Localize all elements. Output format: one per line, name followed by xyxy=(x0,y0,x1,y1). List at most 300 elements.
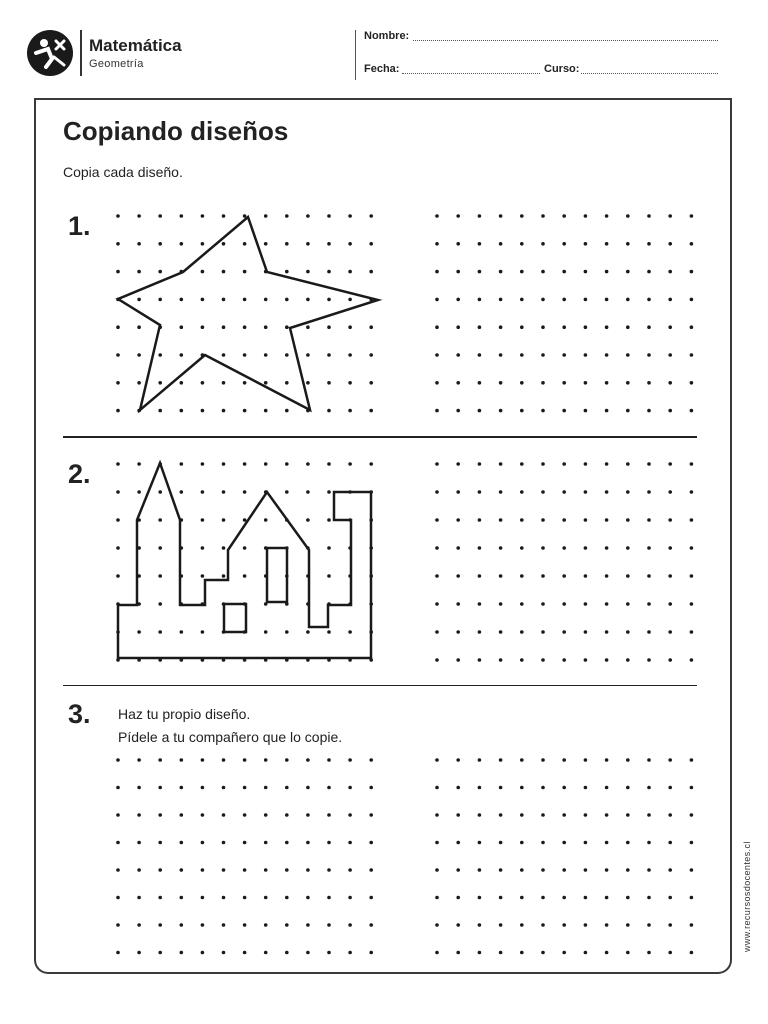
grid-dot xyxy=(541,214,545,218)
grid-dot xyxy=(158,758,162,762)
grid-dot xyxy=(499,409,503,413)
grid-dot xyxy=(137,298,141,302)
grid-dot xyxy=(478,574,482,578)
grid-dot xyxy=(285,462,289,466)
grid-dot xyxy=(243,490,247,494)
grid-dot xyxy=(348,325,352,329)
grid-dot xyxy=(306,298,310,302)
grid-dot xyxy=(605,270,609,274)
grid-dot xyxy=(348,214,352,218)
grid-dot xyxy=(243,841,247,845)
grid-dot xyxy=(520,630,524,634)
grid-dot xyxy=(285,896,289,900)
grid-dot xyxy=(520,574,524,578)
grid-dot xyxy=(306,270,310,274)
grid-dot xyxy=(180,381,184,385)
grid-dot xyxy=(647,951,651,955)
grid-dot xyxy=(605,462,609,466)
grid-dot xyxy=(690,602,694,606)
grid-dot xyxy=(668,923,672,927)
grid-dot xyxy=(306,951,310,955)
grid-dot xyxy=(180,951,184,955)
grid-dot xyxy=(435,270,439,274)
grid-dot xyxy=(499,574,503,578)
grid-dot xyxy=(499,490,503,494)
grid-dot xyxy=(626,462,630,466)
grid-dot xyxy=(456,490,460,494)
grid-dot xyxy=(264,951,268,955)
grid-dot xyxy=(201,490,205,494)
grid-dot xyxy=(222,325,226,329)
grid-dot xyxy=(369,951,373,955)
grid-dot xyxy=(116,786,120,790)
grid-dot xyxy=(327,574,331,578)
grid-dot xyxy=(369,242,373,246)
grid-dot xyxy=(584,574,588,578)
grid-dot xyxy=(243,758,247,762)
grid-dot xyxy=(647,325,651,329)
grid-dot xyxy=(285,868,289,872)
grid-dot xyxy=(456,353,460,357)
grid-dot xyxy=(626,298,630,302)
exercise-1-number: 1. xyxy=(68,211,91,241)
grid-dot xyxy=(647,896,651,900)
grid-dot xyxy=(137,630,141,634)
grid-dot xyxy=(690,951,694,955)
grid-dot xyxy=(327,630,331,634)
grid-dot xyxy=(201,951,205,955)
grid-dot xyxy=(435,951,439,955)
grid-dot xyxy=(647,490,651,494)
grid-dot xyxy=(584,214,588,218)
grid-dot xyxy=(222,758,226,762)
grid-dot xyxy=(541,546,545,550)
grid-dot xyxy=(456,923,460,927)
grid-dot xyxy=(180,325,184,329)
grid-dot xyxy=(456,602,460,606)
grid-dot xyxy=(201,462,205,466)
grid-dot xyxy=(647,630,651,634)
grid-dot xyxy=(562,353,566,357)
grid-dot xyxy=(435,896,439,900)
grid-dot xyxy=(158,353,162,357)
grid-dot xyxy=(541,518,545,522)
grid-dot xyxy=(201,868,205,872)
grid-dot xyxy=(327,813,331,817)
subject-title: Matemática xyxy=(89,36,182,55)
grid-dot xyxy=(456,214,460,218)
grid-dot xyxy=(541,381,545,385)
grid-dot xyxy=(478,490,482,494)
grid-dot xyxy=(499,602,503,606)
grid-dot xyxy=(306,518,310,522)
grid-dot xyxy=(668,602,672,606)
grid-dot xyxy=(435,758,439,762)
grid-dot xyxy=(690,896,694,900)
grid-dot xyxy=(605,381,609,385)
grid-dot xyxy=(327,270,331,274)
grid-dot xyxy=(478,896,482,900)
grid-dot xyxy=(158,298,162,302)
grid-dot xyxy=(478,951,482,955)
grid-dot xyxy=(478,325,482,329)
grid-dot xyxy=(562,242,566,246)
grid-dot xyxy=(647,841,651,845)
grid-dot xyxy=(158,896,162,900)
grid-dot xyxy=(690,490,694,494)
grid-dot xyxy=(690,518,694,522)
grid-dot xyxy=(520,813,524,817)
grid-dot xyxy=(435,923,439,927)
grid-dot xyxy=(626,490,630,494)
grid-dot xyxy=(584,630,588,634)
grid-dot xyxy=(541,630,545,634)
grid-dot xyxy=(456,658,460,662)
grid-dot xyxy=(690,758,694,762)
grid-dot xyxy=(520,518,524,522)
grid-dot xyxy=(158,270,162,274)
grid-dot xyxy=(435,574,439,578)
grid-dot xyxy=(348,409,352,413)
grid-dot xyxy=(541,896,545,900)
grid-dot xyxy=(605,602,609,606)
grid-dot xyxy=(180,813,184,817)
grid-dot xyxy=(158,518,162,522)
grid-dot xyxy=(285,242,289,246)
grid-dot xyxy=(499,630,503,634)
grid-dot xyxy=(201,325,205,329)
grid-dot xyxy=(647,242,651,246)
grid-dot xyxy=(327,353,331,357)
grid-dot xyxy=(647,298,651,302)
grid-dot xyxy=(137,951,141,955)
grid-dot xyxy=(243,574,247,578)
grid-dot xyxy=(626,658,630,662)
grid-dot xyxy=(647,270,651,274)
grid-dot xyxy=(306,896,310,900)
grid-dot xyxy=(541,841,545,845)
grid-dot xyxy=(180,786,184,790)
grid-dot xyxy=(116,813,120,817)
grid-dot xyxy=(690,353,694,357)
grid-dot xyxy=(499,462,503,466)
grid-dot xyxy=(369,214,373,218)
grid-dot xyxy=(201,813,205,817)
grid-dot xyxy=(180,353,184,357)
grid-dot xyxy=(369,896,373,900)
grid-dot xyxy=(499,353,503,357)
grid-dot xyxy=(222,923,226,927)
grid-dot xyxy=(306,325,310,329)
grid-dot xyxy=(647,758,651,762)
branch-subtitle: Geometría xyxy=(89,58,144,70)
grid-dot xyxy=(369,409,373,413)
grid-dot xyxy=(626,270,630,274)
grid-dot xyxy=(306,841,310,845)
grid-dot xyxy=(478,462,482,466)
grid-dot xyxy=(541,409,545,413)
grid-dot xyxy=(369,462,373,466)
grid-dot xyxy=(264,813,268,817)
grid-dot xyxy=(626,841,630,845)
grid-dot xyxy=(435,298,439,302)
grid-dot xyxy=(137,813,141,817)
grid-dot xyxy=(584,518,588,522)
grid-dot xyxy=(369,841,373,845)
grid-dot xyxy=(541,923,545,927)
grid-dot xyxy=(348,868,352,872)
grid-dot xyxy=(647,462,651,466)
grid-dot xyxy=(541,242,545,246)
grid-dot xyxy=(690,786,694,790)
grid-dot xyxy=(690,813,694,817)
grid-dot xyxy=(690,381,694,385)
exercise-3-line-1: Haz tu propio diseño. xyxy=(118,706,251,722)
grid-dot xyxy=(520,841,524,845)
grid-dot xyxy=(584,462,588,466)
grid-dot xyxy=(435,813,439,817)
grid-dot xyxy=(285,325,289,329)
grid-dot xyxy=(222,951,226,955)
grid-dot xyxy=(626,951,630,955)
grid-dot xyxy=(369,270,373,274)
grid-dot xyxy=(541,325,545,329)
grid-dot xyxy=(584,270,588,274)
grid-dot xyxy=(456,518,460,522)
grid-dot xyxy=(327,409,331,413)
grid-dot xyxy=(285,841,289,845)
grid-dot xyxy=(668,214,672,218)
grid-dot xyxy=(605,813,609,817)
grid-dot xyxy=(158,602,162,606)
grid-dot xyxy=(520,270,524,274)
grid-dot xyxy=(626,242,630,246)
grid-dot xyxy=(348,353,352,357)
grid-dot xyxy=(243,923,247,927)
grid-dot xyxy=(668,758,672,762)
grid-dot xyxy=(499,546,503,550)
grid-dot xyxy=(306,462,310,466)
grid-dot xyxy=(327,546,331,550)
grid-dot xyxy=(327,381,331,385)
grid-dot xyxy=(626,325,630,329)
grid-dot xyxy=(520,298,524,302)
grid-dot xyxy=(201,242,205,246)
grid-dot xyxy=(137,758,141,762)
grid-dot xyxy=(541,602,545,606)
grid-dot xyxy=(116,923,120,927)
grid-dot xyxy=(562,868,566,872)
grid-dot xyxy=(499,658,503,662)
grid-dot xyxy=(222,270,226,274)
grid-dot xyxy=(369,353,373,357)
grid-dot xyxy=(626,546,630,550)
grid-dot xyxy=(584,786,588,790)
grid-dot xyxy=(690,841,694,845)
grid-dot xyxy=(605,353,609,357)
grid-dot xyxy=(243,951,247,955)
grid-dot xyxy=(348,758,352,762)
grid-dot xyxy=(584,298,588,302)
grid-dot xyxy=(478,868,482,872)
grid-dot xyxy=(327,896,331,900)
grid-dot xyxy=(348,786,352,790)
grid-dot xyxy=(499,381,503,385)
grid-dot xyxy=(456,270,460,274)
grid-dot xyxy=(243,409,247,413)
grid-dot xyxy=(348,896,352,900)
grid-dot xyxy=(584,658,588,662)
grid-dot xyxy=(180,490,184,494)
grid-dot xyxy=(499,758,503,762)
grid-dot xyxy=(605,630,609,634)
castle-window-small xyxy=(224,604,246,632)
grid-dot xyxy=(306,490,310,494)
grid-dot xyxy=(668,242,672,246)
grid-dot xyxy=(562,896,566,900)
grid-dot xyxy=(626,353,630,357)
grid-dot xyxy=(541,353,545,357)
grid-dot xyxy=(306,381,310,385)
grid-dot xyxy=(158,409,162,413)
grid-dot xyxy=(243,896,247,900)
grid-dot xyxy=(369,868,373,872)
grid-dot xyxy=(562,546,566,550)
grid-dot xyxy=(605,868,609,872)
grid-dot xyxy=(647,658,651,662)
grid-dot xyxy=(435,518,439,522)
grid-dot xyxy=(690,658,694,662)
grid-dot xyxy=(348,841,352,845)
grid-dot xyxy=(456,630,460,634)
grid-dot xyxy=(327,462,331,466)
grid-dot xyxy=(348,813,352,817)
grid-dot xyxy=(541,868,545,872)
grid-dot xyxy=(222,409,226,413)
grid-dot xyxy=(456,841,460,845)
grid-dot xyxy=(626,381,630,385)
grid-dot xyxy=(158,490,162,494)
grid-dot xyxy=(435,242,439,246)
grid-dot xyxy=(520,602,524,606)
grid-dot xyxy=(435,409,439,413)
grid-dot xyxy=(584,868,588,872)
exercise-3-number: 3. xyxy=(68,699,91,729)
grid-dot xyxy=(478,813,482,817)
grid-dot xyxy=(435,602,439,606)
grid-dot xyxy=(137,353,141,357)
grid-dot xyxy=(264,896,268,900)
grid-dot xyxy=(285,381,289,385)
grid-dot xyxy=(520,758,524,762)
grid-dot xyxy=(180,298,184,302)
grid-dot xyxy=(348,951,352,955)
grid-dot xyxy=(584,841,588,845)
grid-dot xyxy=(201,298,205,302)
grid-dot xyxy=(243,786,247,790)
grid-dot xyxy=(562,518,566,522)
grid-dot xyxy=(180,630,184,634)
grid-dot xyxy=(562,841,566,845)
grid-dot xyxy=(520,546,524,550)
grid-dot xyxy=(478,409,482,413)
grid-dot xyxy=(116,325,120,329)
grid-dot xyxy=(201,518,205,522)
grid-dot xyxy=(520,923,524,927)
grid-dot xyxy=(327,951,331,955)
grid-dot xyxy=(137,923,141,927)
grid-dot xyxy=(605,325,609,329)
grid-dot xyxy=(605,923,609,927)
grid-dot xyxy=(690,270,694,274)
grid-dot xyxy=(158,214,162,218)
exercise-2-number: 2. xyxy=(68,459,91,489)
grid-dot xyxy=(435,353,439,357)
grid-dot xyxy=(647,381,651,385)
grid-dot xyxy=(180,462,184,466)
grid-dot xyxy=(137,242,141,246)
grid-dot xyxy=(137,490,141,494)
grid-dot xyxy=(327,325,331,329)
grid-dot xyxy=(499,786,503,790)
grid-dot xyxy=(285,490,289,494)
grid-dot xyxy=(264,381,268,385)
grid-dot xyxy=(626,923,630,927)
grid-dot xyxy=(306,813,310,817)
grid-dot xyxy=(605,242,609,246)
grid-dot xyxy=(158,546,162,550)
grid-dot xyxy=(243,270,247,274)
grid-dot xyxy=(201,270,205,274)
grid-dot xyxy=(520,325,524,329)
grid-dot xyxy=(478,758,482,762)
grid-dot xyxy=(137,270,141,274)
grid-dot xyxy=(605,786,609,790)
grid-dot xyxy=(435,546,439,550)
grid-dot xyxy=(478,270,482,274)
grid-dot xyxy=(605,758,609,762)
grid-dot xyxy=(626,214,630,218)
grid-dot xyxy=(116,490,120,494)
grid-dot xyxy=(285,214,289,218)
grid-dot xyxy=(435,325,439,329)
grid-dot xyxy=(285,270,289,274)
grid-dot xyxy=(478,786,482,790)
grid-dot xyxy=(456,896,460,900)
grid-dot xyxy=(180,214,184,218)
grid-dot xyxy=(584,409,588,413)
grid-dot xyxy=(499,868,503,872)
grid-dot xyxy=(626,813,630,817)
grid-dot xyxy=(605,409,609,413)
grid-dot xyxy=(369,758,373,762)
grid-dot xyxy=(264,786,268,790)
grid-dot xyxy=(541,658,545,662)
grid-dot xyxy=(668,518,672,522)
grid-dot xyxy=(285,923,289,927)
grid-dot xyxy=(456,786,460,790)
grid-dot xyxy=(369,325,373,329)
grid-dot xyxy=(562,602,566,606)
grid-dot xyxy=(180,758,184,762)
grid-dot xyxy=(327,786,331,790)
grid-dot xyxy=(520,409,524,413)
grid-dot xyxy=(668,462,672,466)
grid-dot xyxy=(369,786,373,790)
grid-dot xyxy=(222,896,226,900)
grid-dot xyxy=(348,923,352,927)
grid-dot xyxy=(435,841,439,845)
